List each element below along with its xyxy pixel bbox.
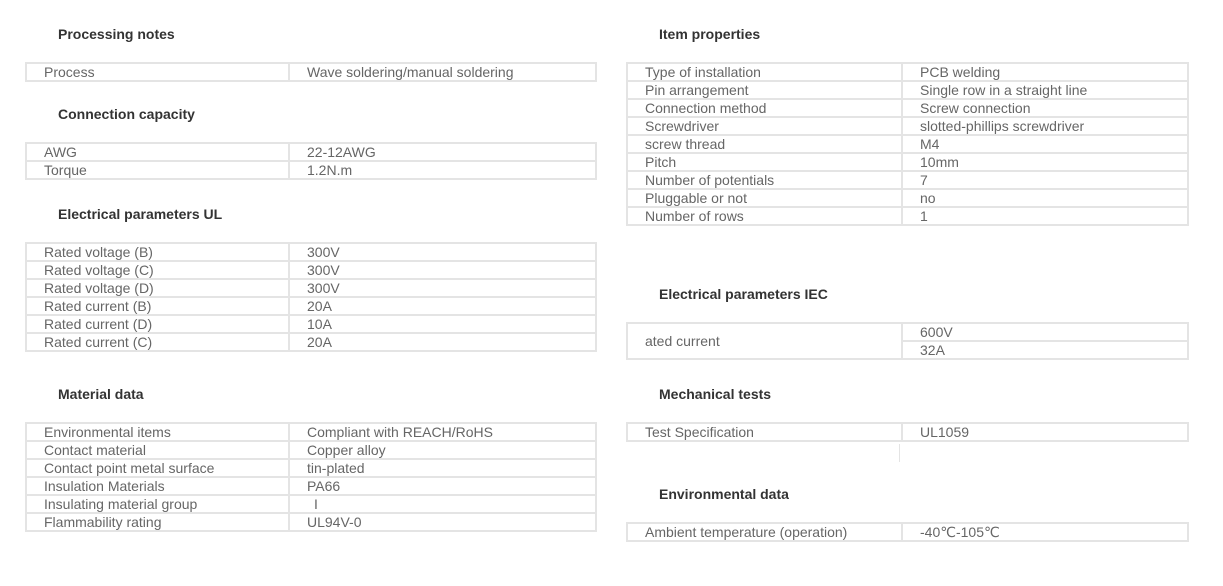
table-row: [627, 135, 1188, 153]
table-row: [627, 153, 1188, 171]
electrical-iec-table: [626, 322, 1189, 360]
table-row: [627, 323, 1188, 341]
table-row: [627, 63, 1188, 81]
spec-value: 600V: [902, 323, 1188, 341]
table-row: [26, 243, 596, 261]
table-row: [26, 63, 596, 81]
table-row: [26, 423, 596, 441]
table-row: [26, 477, 596, 495]
section-title-material: Material data: [58, 386, 144, 402]
spec-value: UL94V-0: [289, 513, 596, 531]
spec-value: M4: [902, 135, 1188, 153]
spec-label: Pin arrangement: [627, 81, 902, 99]
table-row: [627, 117, 1188, 135]
spec-value: no: [902, 189, 1188, 207]
spec-label: Rated current (B): [26, 297, 289, 315]
spec-value: UL1059: [902, 423, 1188, 441]
environmental-table: [626, 522, 1189, 542]
spec-value: 300V: [289, 261, 596, 279]
spec-label: Insulation Materials: [26, 477, 289, 495]
spec-value: 32A: [902, 341, 1188, 359]
spec-value: Screw connection: [902, 99, 1188, 117]
spec-label: Pluggable or not: [627, 189, 902, 207]
spec-value: 10mm: [902, 153, 1188, 171]
spec-label: Type of installation: [627, 63, 902, 81]
item-properties-table: [626, 62, 1189, 226]
table-row: [627, 207, 1188, 225]
spec-label: Number of potentials: [627, 171, 902, 189]
table-row: [627, 171, 1188, 189]
spec-label: Rated voltage (D): [26, 279, 289, 297]
mechanical-table: [626, 422, 1189, 442]
spec-label: AWG: [26, 143, 289, 161]
spec-value: PA66: [289, 477, 596, 495]
spec-value: I: [289, 495, 596, 513]
electrical-ul-table: [25, 242, 597, 352]
table-row: [26, 441, 596, 459]
spec-label: Screwdriver: [627, 117, 902, 135]
table-row: [26, 297, 596, 315]
table-row: [26, 333, 596, 351]
spec-label: Environmental items: [26, 423, 289, 441]
table-row: [627, 189, 1188, 207]
table-row: [26, 279, 596, 297]
table-row: [26, 495, 596, 513]
spec-label: Process: [26, 63, 289, 81]
table-row: [627, 81, 1188, 99]
spec-label: Flammability rating: [26, 513, 289, 531]
section-title-mechanical: Mechanical tests: [659, 386, 772, 402]
spec-value: slotted-phillips screwdriver: [902, 117, 1188, 135]
table-row: [627, 423, 1188, 441]
spec-value: Single row in a straight line: [902, 81, 1188, 99]
spec-value: -40℃-105℃: [902, 523, 1188, 541]
spec-label: Insulating material group: [26, 495, 289, 513]
table-row: [26, 161, 596, 179]
table-row: [26, 459, 596, 477]
spec-label: Pitch: [627, 153, 902, 171]
material-table: [25, 422, 597, 532]
spec-value: tin-plated: [289, 459, 596, 477]
spec-value: PCB welding: [902, 63, 1188, 81]
section-title-electrical-iec: Electrical parameters IEC: [659, 286, 828, 302]
divider: [899, 444, 900, 462]
spec-value: 10A: [289, 315, 596, 333]
spec-value: 20A: [289, 333, 596, 351]
connection-table: [25, 142, 597, 180]
table-row: [627, 99, 1188, 117]
spec-value: Wave soldering/manual soldering: [289, 63, 596, 81]
spec-value: 20A: [289, 297, 596, 315]
spec-value: Copper alloy: [289, 441, 596, 459]
spec-value: 7: [902, 171, 1188, 189]
spec-label: Ambient temperature (operation): [627, 523, 902, 541]
table-row: [26, 513, 596, 531]
spec-label: Contact point metal surface: [26, 459, 289, 477]
spec-value: Compliant with REACH/RoHS: [289, 423, 596, 441]
spec-value: 300V: [289, 279, 596, 297]
section-title-electrical-ul: Electrical parameters UL: [58, 206, 223, 222]
table-row: [26, 261, 596, 279]
spec-label: Contact material: [26, 441, 289, 459]
spec-label: Rated voltage (C): [26, 261, 289, 279]
spec-label: Torque: [26, 161, 289, 179]
spec-value: 1: [902, 207, 1188, 225]
spec-label: screw thread: [627, 135, 902, 153]
spec-value: 1.2N.m: [289, 161, 596, 179]
spec-value: 300V: [289, 243, 596, 261]
spec-label: Rated voltage (B): [26, 243, 289, 261]
spec-label: ated current: [627, 323, 902, 359]
spec-label: Connection method: [627, 99, 902, 117]
spec-label: Rated current (D): [26, 315, 289, 333]
spec-label: Rated current (C): [26, 333, 289, 351]
table-row: [26, 143, 596, 161]
table-row: [627, 523, 1188, 541]
section-title-processing: Processing notes: [58, 26, 175, 42]
spec-label: Test Specification: [627, 423, 902, 441]
section-title-connection: Connection capacity: [58, 106, 195, 122]
processing-table: [25, 62, 597, 82]
section-title-item-properties: Item properties: [659, 26, 761, 42]
section-title-environmental: Environmental data: [659, 486, 789, 502]
table-row: [26, 315, 596, 333]
spec-label: Number of rows: [627, 207, 902, 225]
spec-value: 22-12AWG: [289, 143, 596, 161]
